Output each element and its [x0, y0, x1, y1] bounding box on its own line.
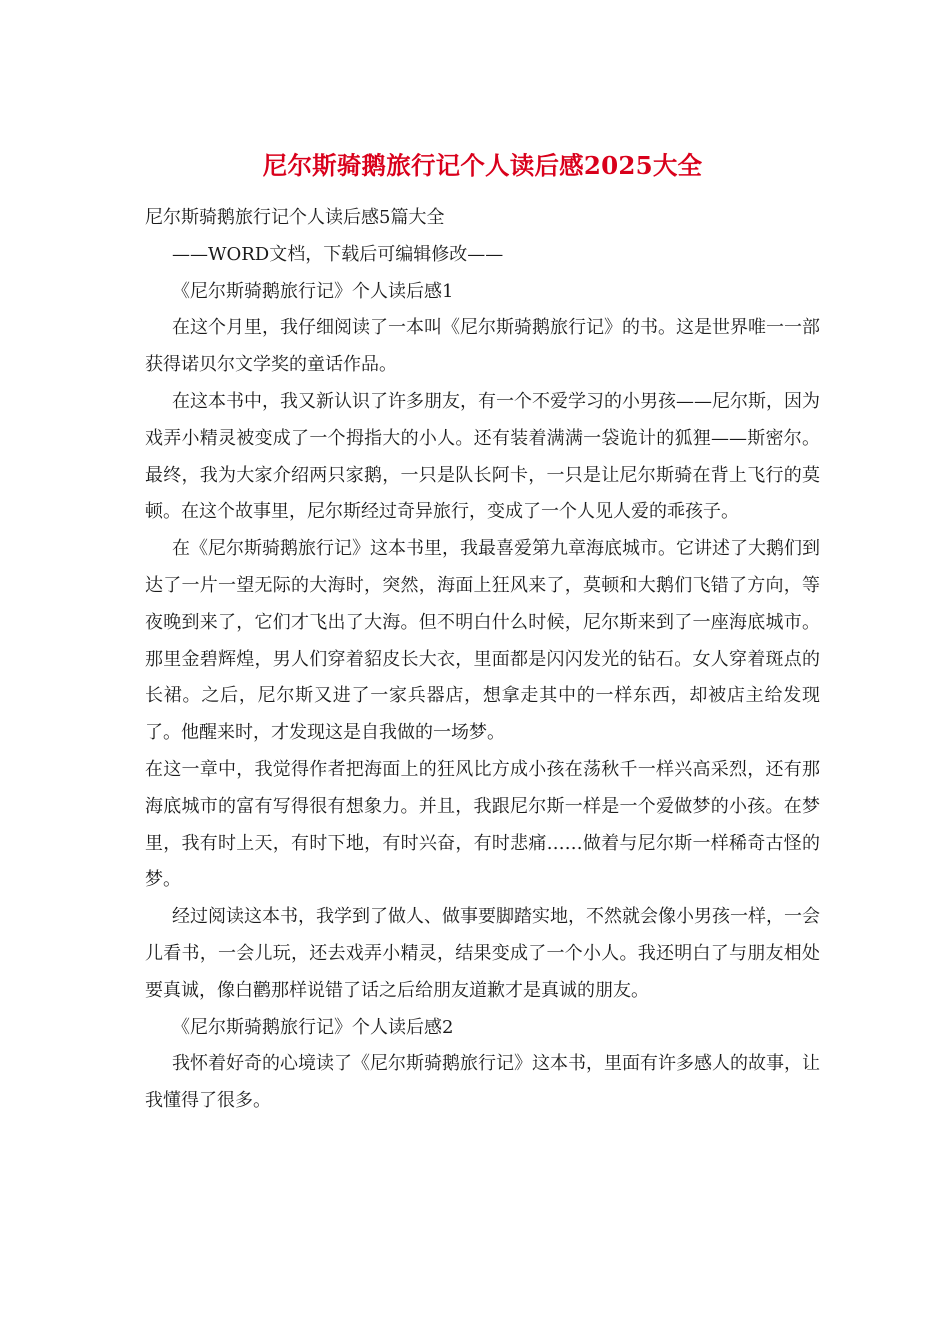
- body-paragraph: 我怀着好奇的心境读了《尼尔斯骑鹅旅行记》这本书，里面有许多感人的故事，让我懂得了很多。: [145, 1053, 820, 1112]
- section-heading: 《尼尔斯骑鹅旅行记》个人读后感2: [172, 1016, 454, 1038]
- body-paragraph: 在这本书中，我又新认识了许多朋友，有一个不爱学习的小男孩——尼尔斯，因为戏弄小精灵被变成了一个拇指大的小人。还有装着满满一袋诡计的狐狸——斯密尔。最终，我为大家介绍两只家鹅，一只是队长阿卡，一只是让尼尔斯骑在背上飞行的莫顿。在这个故事里，尼尔斯经过奇异旅行，变成了一个人见人爱的乖孩子。: [145, 390, 820, 523]
- document-subtitle: 尼尔斯骑鹅旅行记个人读后感5篇大全: [145, 207, 445, 228]
- body-paragraph: 在《尼尔斯骑鹅旅行记》这本书里，我最喜爱第九章海底城市。它讲述了大鹅们到达了一片一望无际的大海时，突然，海面上狂风来了，莫顿和大鹅们飞错了方向，等夜晚到来了，它们才飞出了大海。但不明白什么时候，尼尔斯来到了一座海底城市。那里金碧辉煌，男人们穿着貂皮长大衣，里面都是闪闪发光的钻石。女人穿着斑点的长裙。之后，尼尔斯又进了一家兵器店，想拿走其中的一样东西，却被店主给发现了。他醒来时，才发现这是自我做的一场梦。: [145, 538, 820, 744]
- document-title: 尼尔斯骑鹅旅行记个人读后感2025大全: [262, 151, 703, 180]
- document-body: [145, 200, 820, 1120]
- body-paragraph: 在这一章中，我觉得作者把海面上的狂风比方成小孩在荡秋千一样兴高采烈，还有那海底城市的富有写得很有想象力。并且，我跟尼尔斯一样是一个爱做梦的小孩。在梦里，我有时上天，有时下地，有时兴奋，有时悲痛……做着与尼尔斯一样稀奇古怪的梦。: [145, 758, 820, 891]
- section-heading: 《尼尔斯骑鹅旅行记》个人读后感1: [172, 280, 454, 302]
- body-paragraph: 经过阅读这本书，我学到了做人、做事要脚踏实地，不然就会像小男孩一样，一会儿看书，一会儿玩，还去戏弄小精灵，结果变成了一个小人。我还明白了与朋友相处要真诚，像白鹳那样说错了话之后给朋友道歉才是真诚的朋友。: [145, 906, 820, 1001]
- body-paragraph: 在这个月里，我仔细阅读了一本叫《尼尔斯骑鹅旅行记》的书。这是世界唯一一部获得诺贝尔文学奖的童话作品。: [145, 317, 820, 376]
- word-document-note: ——WORD文档，下载后可编辑修改——: [172, 243, 504, 265]
